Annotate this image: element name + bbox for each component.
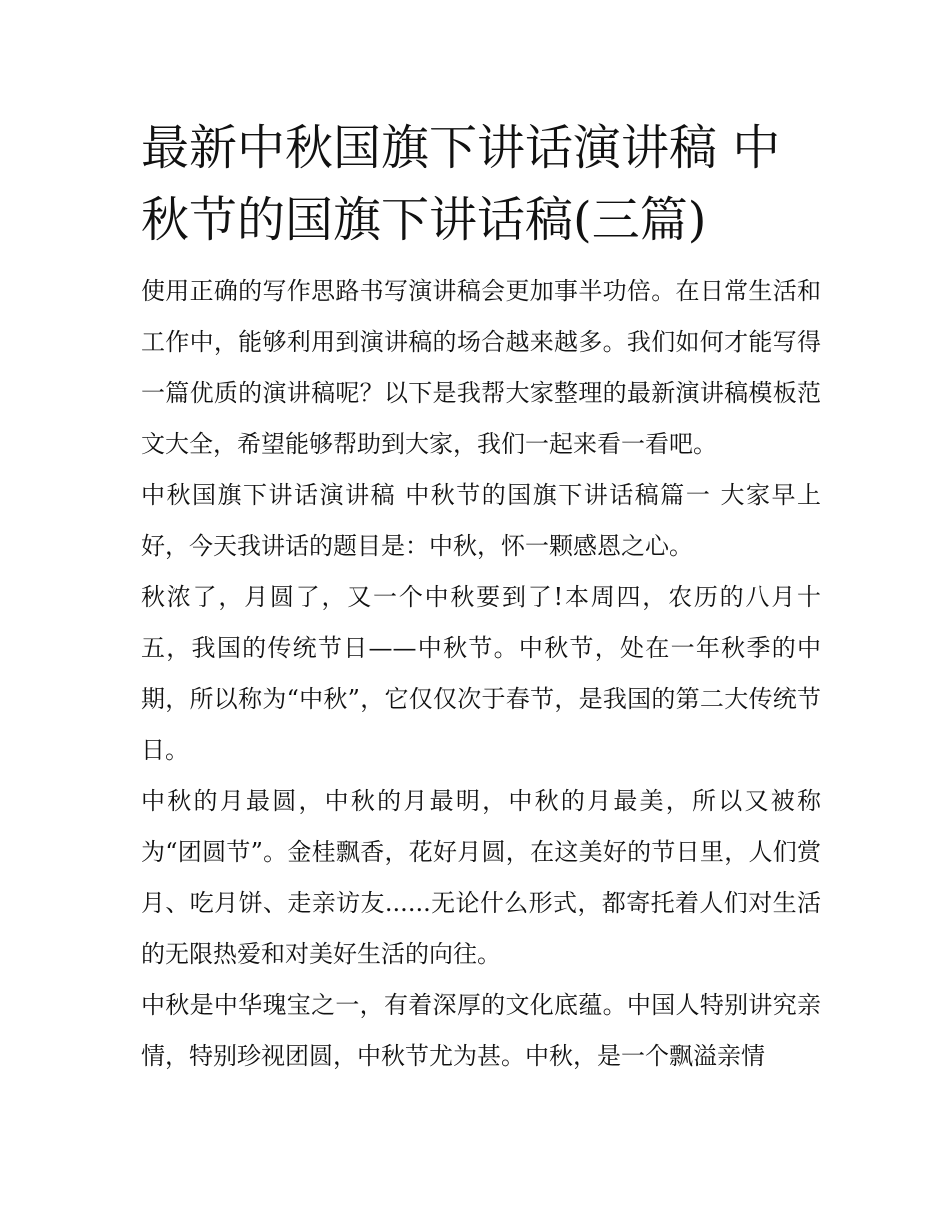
paragraph-intro: 使用正确的写作思路书写演讲稿会更加事半功倍。在日常生活和工作中，能够利用到演讲稿的场合越来越多。我们如何才能写得一篇优质的演讲稿呢？以下是我帮大家整理的最新演讲稿模板范文大全，希望能够帮助到大家，我们一起来看一看吧。	[141, 277, 821, 458]
paragraph-culture: 中秋是中华瑰宝之一，有着深厚的文化底蕴。中国人特别讲究亲情，特别珍视团圆，中秋节尤为甚。中秋，是一个飘溢亲情	[141, 991, 821, 1070]
paragraph-autumn: 秋浓了，月圆了，又一个中秋要到了!本周四，农历的八月十五，我国的传统节日——中秋节。中秋节，处在一年秋季的中期，所以称为“中秋”，它仅仅次于春节，是我国的第二大传统节日。	[141, 583, 821, 764]
paragraph-greeting: 中秋国旗下讲话演讲稿 中秋节的国旗下讲话稿篇一 大家早上好，今天我讲话的题目是：中秋，怀一颗感恩之心。	[141, 481, 821, 560]
document-body	[141, 112, 821, 1082]
paragraph-moon: 中秋的月最圆，中秋的月最明，中秋的月最美，所以又被称为“团圆节”。金桂飘香，花好月圆，在这美好的节日里，人们赏月、吃月饼、走亲访友......无论什么形式，都寄托着人们对生活的无限热爱和对美好生活的向往。	[141, 787, 821, 968]
document-title: 最新中秋国旗下讲话演讲稿 中秋节的国旗下讲话稿(三篇)	[141, 120, 781, 248]
